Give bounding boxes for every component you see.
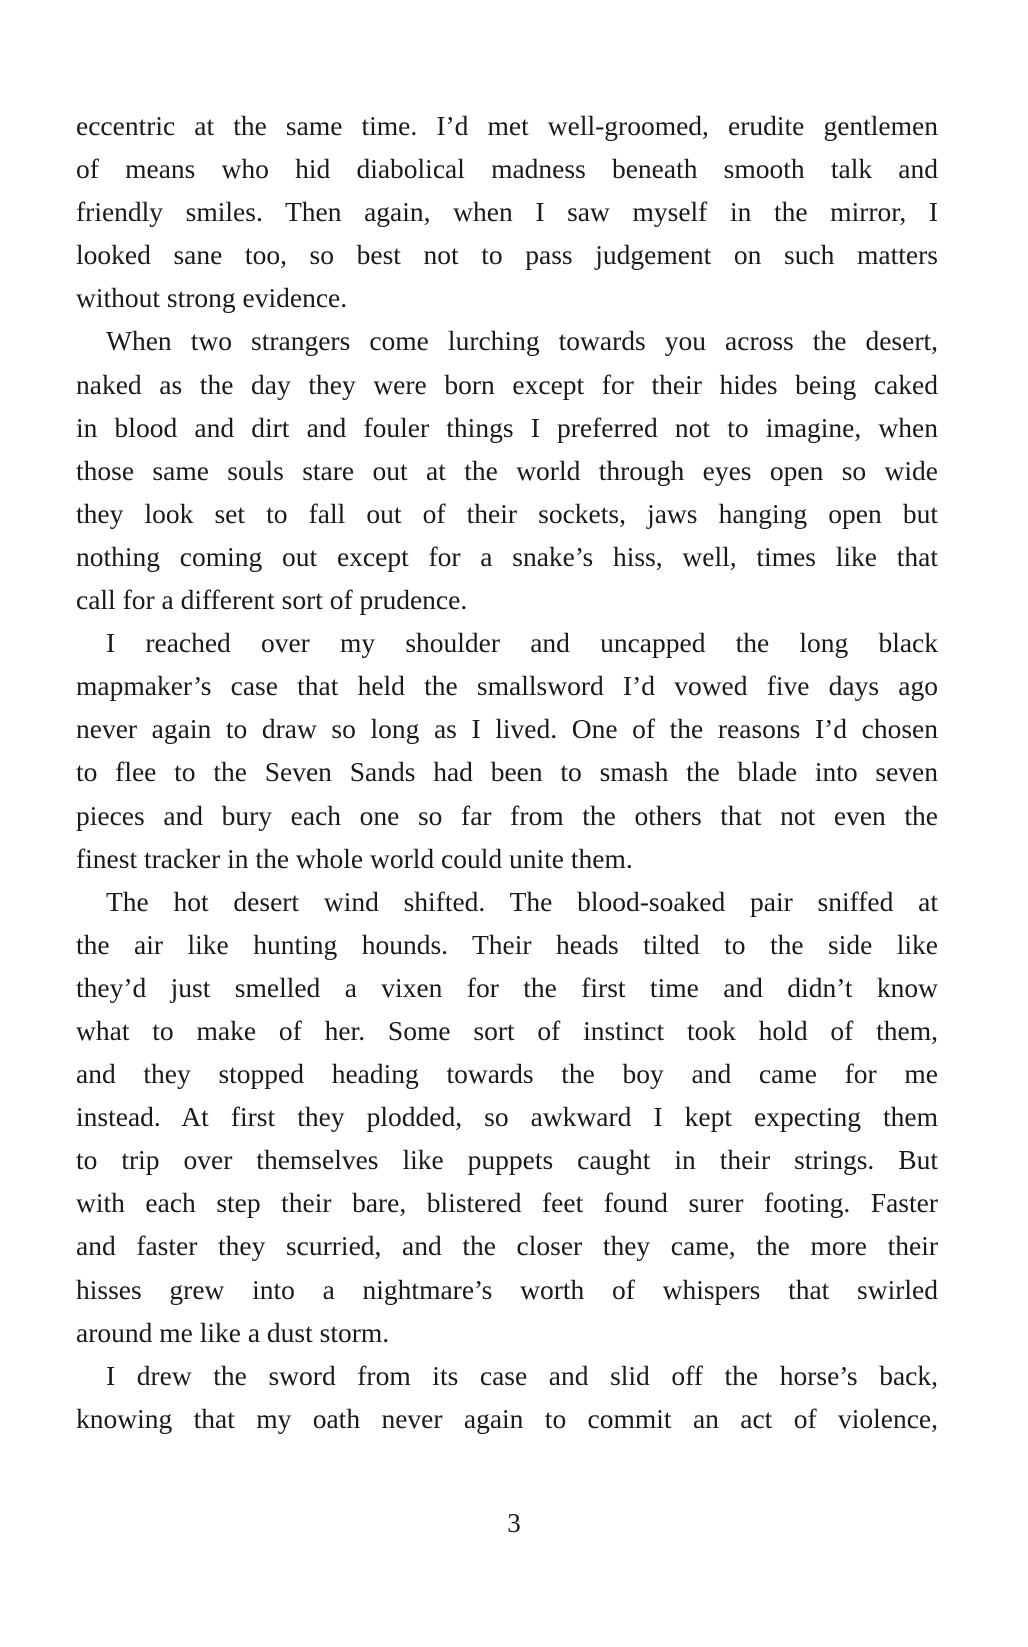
text-line: When two strangers come lurching towards you across the desert,: [106, 325, 938, 357]
text-line: and faster they scurried, and the closer they came, the more their: [76, 1230, 938, 1262]
text-line: the air like hunting hounds. Their heads tilted to the side like: [76, 928, 938, 960]
text-line: to flee to the Seven Sands had been to smash the blade into seven: [76, 756, 938, 788]
text-line: with each step their bare, blistered feet found surer footing. Faster: [76, 1187, 938, 1219]
text-line: nothing coming out except for a snake’s hiss, well, times like that: [76, 540, 938, 572]
text-line: and they stopped heading towards the boy and came for me: [76, 1058, 938, 1090]
text-line: looked sane too, so best not to pass judgement on such matters: [76, 239, 938, 271]
text-line: those same souls stare out at the world through eyes open so wide: [76, 454, 938, 486]
text-line: they’d just smelled a vixen for the first time and didn’t know: [76, 971, 938, 1003]
text-line: hisses grew into a nightmare’s worth of whispers that swirled: [76, 1273, 938, 1305]
text-line: I drew the sword from its case and slid off the horse’s back,: [106, 1359, 938, 1391]
text-line: I reached over my shoulder and uncapped the long black: [106, 627, 938, 659]
text-line: call for a different sort of prudence.: [76, 584, 468, 616]
text-line: instead. At first they plodded, so awkward I kept expecting them: [76, 1101, 938, 1133]
text-line: finest tracker in the whole world could unite them.: [76, 842, 633, 874]
text-line: The hot desert wind shifted. The blood-soaked pair sniffed at: [106, 885, 938, 917]
text-line: eccentric at the same time. I’d met well-groomed, erudite gentlemen: [76, 110, 938, 141]
text-line: naked as the day they were born except for their hides being caked: [76, 368, 938, 400]
text-line: of means who hid diabolical madness beneath smooth talk and: [76, 153, 938, 185]
text-line: knowing that my oath never again to commit an act of violence,: [76, 1402, 938, 1434]
page-body: [76, 104, 938, 1440]
text-line: what to make of her. Some sort of instinct took hold of them,: [76, 1014, 938, 1046]
text-line: friendly smiles. Then again, when I saw myself in the mirror, I: [76, 196, 938, 228]
text-line: around me like a dust storm.: [76, 1316, 390, 1348]
text-line: in blood and dirt and fouler things I preferred not to imagine, when: [76, 411, 938, 443]
page-number: 3: [507, 1508, 521, 1538]
text-line: they look set to fall out of their sockets, jaws hanging open but: [76, 497, 938, 529]
text-line: never again to draw so long as I lived. One of the reasons I’d chosen: [76, 713, 938, 745]
text-line: pieces and bury each one so far from the others that not even the: [76, 799, 938, 831]
text-line: to trip over themselves like puppets caught in their strings. But: [76, 1144, 938, 1176]
text-line: mapmaker’s case that held the smallsword I’d vowed five days ago: [76, 670, 938, 702]
text-line: without strong evidence.: [76, 282, 348, 314]
